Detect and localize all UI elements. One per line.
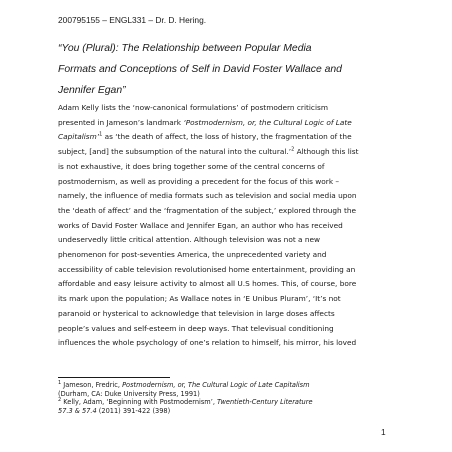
body-text	[58, 101, 400, 351]
body-line: is not exhaustive, it does bring together some of the central concerns of	[58, 161, 325, 171]
body-text-run: presented in Jameson’s landmark	[58, 117, 184, 127]
italic-text-run: Capitalism’	[58, 132, 100, 142]
footnote-text-run: Kelly, Adam, ‘Beginning with Postmodernism’,	[61, 398, 218, 407]
footnote-1	[58, 381, 398, 390]
footnote-2-cont	[58, 407, 398, 416]
body-line: affordable and easy leisure activity to almost all U.S homes. This, of course, bore	[58, 279, 357, 289]
body-line: people’s values and self-esteem in deep ways. That televisual conditioning	[58, 323, 334, 333]
footnote-number: 1	[58, 379, 62, 386]
title-line-2: Formats and Conceptions of Self in David Foster Wallace and	[58, 64, 342, 75]
body-line: namely, the influence of media formats such as television and social media upon	[58, 191, 357, 201]
running-header: 200795155 – ENGL331 – Dr. D. Hering.	[58, 15, 207, 25]
body-line	[58, 130, 400, 145]
body-line: phenomenon for post-seventies America, the unprecedented variety and	[58, 250, 327, 260]
body-line: Adam Kelly lists the ‘now-canonical formulations’ of postmodern criticism	[58, 103, 328, 112]
body-text-run: Although this list	[294, 147, 359, 157]
footnote-1-cont: (Durham, CA: Duke University Press, 1991)	[58, 389, 200, 398]
essay-title	[58, 38, 398, 101]
italic-text-run: ‘Postmodernism, or, the Cultural Logic of Late	[183, 117, 352, 127]
footnote-number: 2	[58, 397, 62, 403]
body-line: the ‘death of affect’ and the ‘fragmentation of the subject,’ explored through the	[58, 205, 357, 215]
body-line: its mark upon the population; As Wallace notes in ‘E Unibus Pluram’, ‘It’s not	[58, 294, 341, 304]
footnote-italic-run: Postmodernism, or, The Cultural Logic of Late Capitalism	[122, 381, 310, 389]
body-line	[58, 145, 400, 160]
footnote-text-run: (2011) 391-422 (398)	[96, 406, 171, 415]
body-line: works of David Foster Wallace and Jennifer Egan, an author who has received	[58, 220, 343, 230]
footnotes	[58, 381, 398, 415]
footnote-ref-2[interactable]: 2	[291, 146, 295, 153]
footnote-italic-run: Twentieth-Century Literature	[217, 398, 313, 407]
body-text-run: as ‘the death of affect, the loss of history, the fragmentation of the	[102, 132, 352, 142]
footnote-text-run: Jameson, Fredric,	[61, 381, 123, 389]
footnote-2	[58, 398, 398, 407]
body-line: paranoid or hysterical to acknowledge that television in large doses affects	[58, 308, 335, 318]
body-line: influences the whole psychology of one’s relation to himself, his mirror, his loved	[58, 338, 357, 348]
title-line-3: Jennifer Egan”	[58, 85, 126, 96]
body-line: undeservedly little critical attention. Although television was not a new	[58, 235, 321, 245]
title-line-1: “You (Plural): The Relationship between Popular Media	[58, 43, 312, 54]
body-line: accessibility of cable television revolutionised home entertainment, providing an	[58, 264, 356, 274]
page-number: 1	[381, 427, 386, 437]
body-text-run: subject, [and] the subsumption of the natural into the cultural.’	[58, 147, 292, 157]
footnote-separator	[58, 377, 170, 378]
body-line	[58, 116, 400, 131]
footnote-italic-run: 57.3 & 57.4	[58, 406, 97, 415]
footnote-ref-1[interactable]: 1	[99, 131, 103, 138]
body-line: postmodernism, as well as providing a precedent for the focus of this work –	[58, 176, 340, 186]
